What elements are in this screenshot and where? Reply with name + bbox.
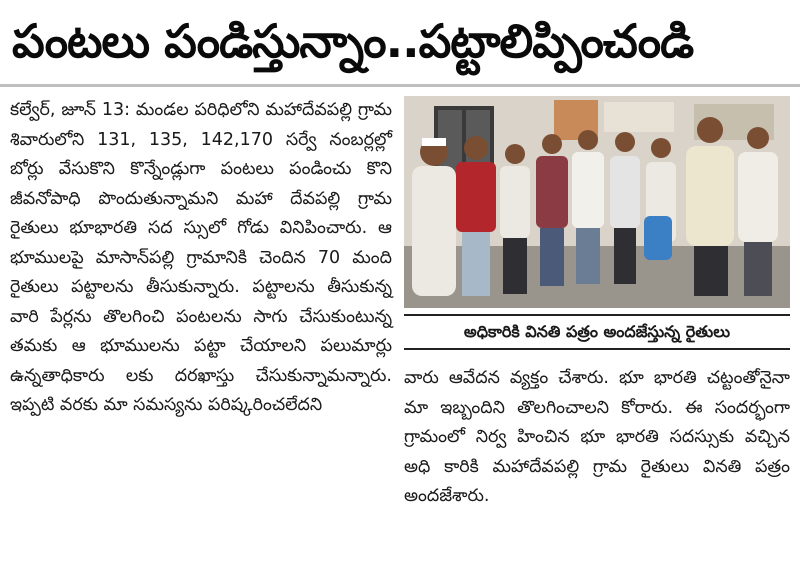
photo-caption: అధికారికి వినతి పత్రం అందజేస్తున్న రైతులు [404, 314, 790, 350]
article-column-left [10, 96, 392, 558]
photo-farmers-group [404, 96, 790, 308]
dateline: కల్వేర్, జూన్ 13: [10, 100, 131, 120]
article-paragraph-left [10, 96, 392, 421]
article-column-right [404, 364, 790, 558]
news-photo [404, 96, 790, 308]
person-white-shirt-3 [572, 130, 604, 284]
person-checked-shirt [536, 134, 568, 286]
photo-banner [604, 102, 674, 132]
article-body-left: మండల పరిధిలోని మహాదేవపల్లి గ్రామ శివారులోని 131, 135, 142,170 సర్వే నంబర్లల్లో బోర్లు వేసుకొని కొన్నేండ్లుగా పంటలు పండించు కొని జీవనోపాధి పొందుతున్నామని మహా దేవపల్లి గ్రామ రైతులు భూభారతి సద స్సులో గోడు వినిపించారు. ఆ భూములపై మాసాన్‌పల్లి గ్రామానికి చెందిన 70 మంది రైతులు పట్టాలను తీసుకున్నారు. పట్టాలను తీసుకున్న వారి పేర్లను తొలగించి పంటలను సాగు చేసుకుంటున్న తమకు ఆ భూములను పట్టా చేయాలని పలుమార్లు ఉన్నతాధికారు లకు దరఖాస్తు చేసుకున్నామన్నారు. ఇప్పటి వరకు మా సమస్యను పరిష్కరించలేదని [10, 100, 392, 415]
headline-divider [0, 84, 800, 87]
person-far-right [738, 127, 778, 296]
person-white-shirt-2 [500, 144, 530, 294]
headline: పంటలు పండిస్తున్నాం..పట్టాలిప్పించండి [12, 14, 694, 68]
article-body-right: వారు ఆవేదన వ్యక్తం చేశారు. భూ భారతి చట్టంతోనైనా మా ఇబ్బందిని తొలగించాలని కోరారు. ఈ సందర్భంగా గ్రామంలో నిర్వ హించిన భూ భారతి సదస్సుకు వచ్చిన అధి కారికి మహాదేవపల్లి గ్రామ రైతులు వినతి పత్రం అందజేశారు. [404, 368, 790, 506]
